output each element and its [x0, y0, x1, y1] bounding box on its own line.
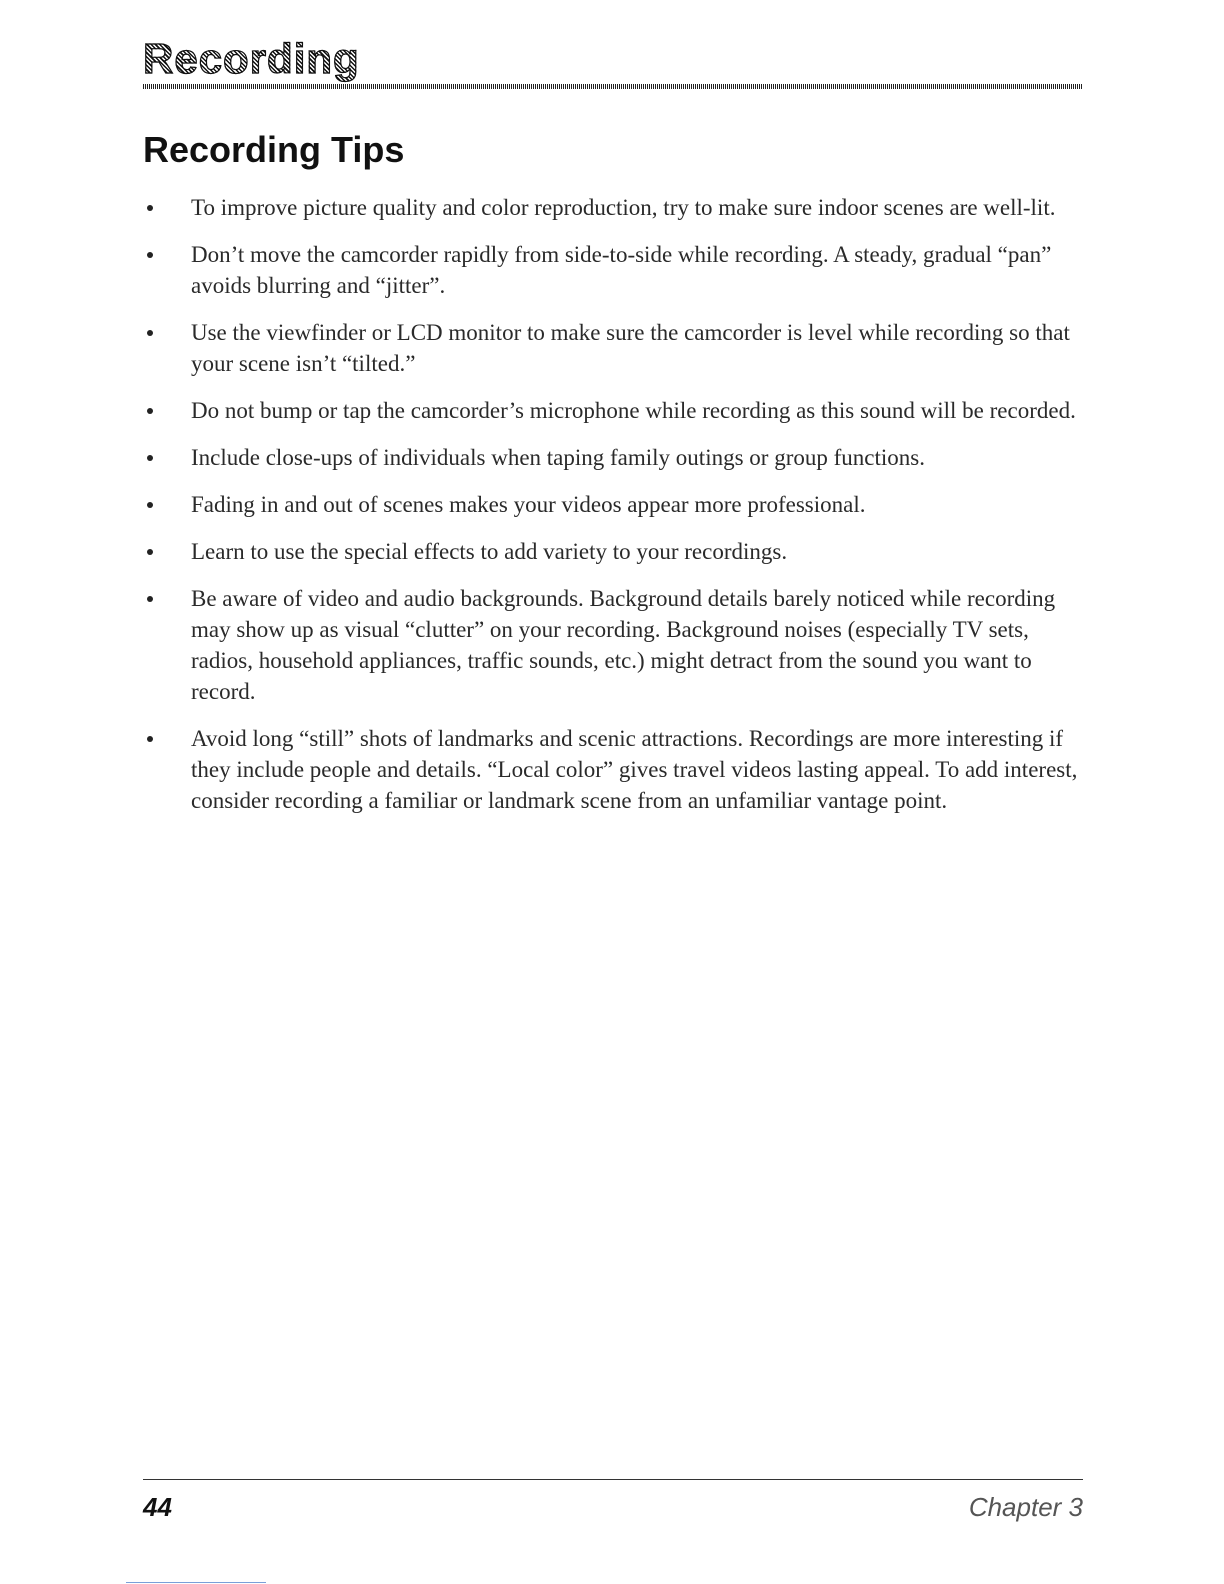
section-header [143, 34, 1083, 92]
tip-item [143, 192, 1083, 223]
bullet-icon [147, 408, 153, 414]
chapter-label: Chapter 3 [968, 1492, 1083, 1522]
tip-item [143, 239, 1083, 301]
tip-item [143, 395, 1083, 426]
tip-text: Fading in and out of scenes makes your videos appear more professional. [191, 492, 866, 517]
tips-list [143, 192, 1083, 832]
tip-text: Do not bump or tap the camcorder’s microphone while recording as this sound will be recorded. [191, 398, 1076, 423]
tip-item [143, 489, 1083, 520]
page-number: 44 [143, 1492, 172, 1522]
bullet-icon [147, 502, 153, 508]
footer-rule [143, 1479, 1083, 1480]
bullet-icon [147, 205, 153, 211]
page-title: Recording Tips [143, 129, 405, 170]
tip-text: Learn to use the special effects to add variety to your recordings. [191, 539, 788, 564]
tip-text: To improve picture quality and color reproduction, try to make sure indoor scenes are well-lit. [191, 195, 1056, 220]
tip-text: Don’t move the camcorder rapidly from side-to-side while recording. A steady, gradual “pan” avoids blurring and “jitter”. [191, 242, 1052, 298]
tip-item [143, 723, 1083, 816]
tip-item [143, 317, 1083, 379]
section-title: Recording [143, 35, 360, 82]
tip-text: Use the viewfinder or LCD monitor to make sure the camcorder is level while recording so that your scene isn’t “tilted.” [191, 320, 1070, 376]
corner-mark [126, 1582, 266, 1583]
tip-item [143, 442, 1083, 473]
bullet-icon [147, 455, 153, 461]
tip-item [143, 583, 1083, 707]
bullet-icon [147, 252, 153, 258]
tip-text: Be aware of video and audio backgrounds. Background details barely noticed while recording may show up as visual “clutter” on your recording. Background noises (especially TV sets, radios, household appliances, traffic sounds, etc.) might detract from the sound you want to record. [191, 586, 1056, 704]
tip-item [143, 536, 1083, 567]
tip-text: Include close-ups of individuals when taping family outings or group functions. [191, 445, 925, 470]
bullet-icon [147, 330, 153, 336]
bullet-icon [147, 596, 153, 602]
bullet-icon [147, 736, 153, 742]
header-rule [143, 84, 1083, 89]
bullet-icon [147, 549, 153, 555]
tip-text: Avoid long “still” shots of landmarks and scenic attractions. Recordings are more interesting if they include people and details. “Local color” gives travel videos lasting appeal. To add interest, consider recording a familiar or landmark scene from an unfamiliar vantage point. [191, 726, 1078, 813]
